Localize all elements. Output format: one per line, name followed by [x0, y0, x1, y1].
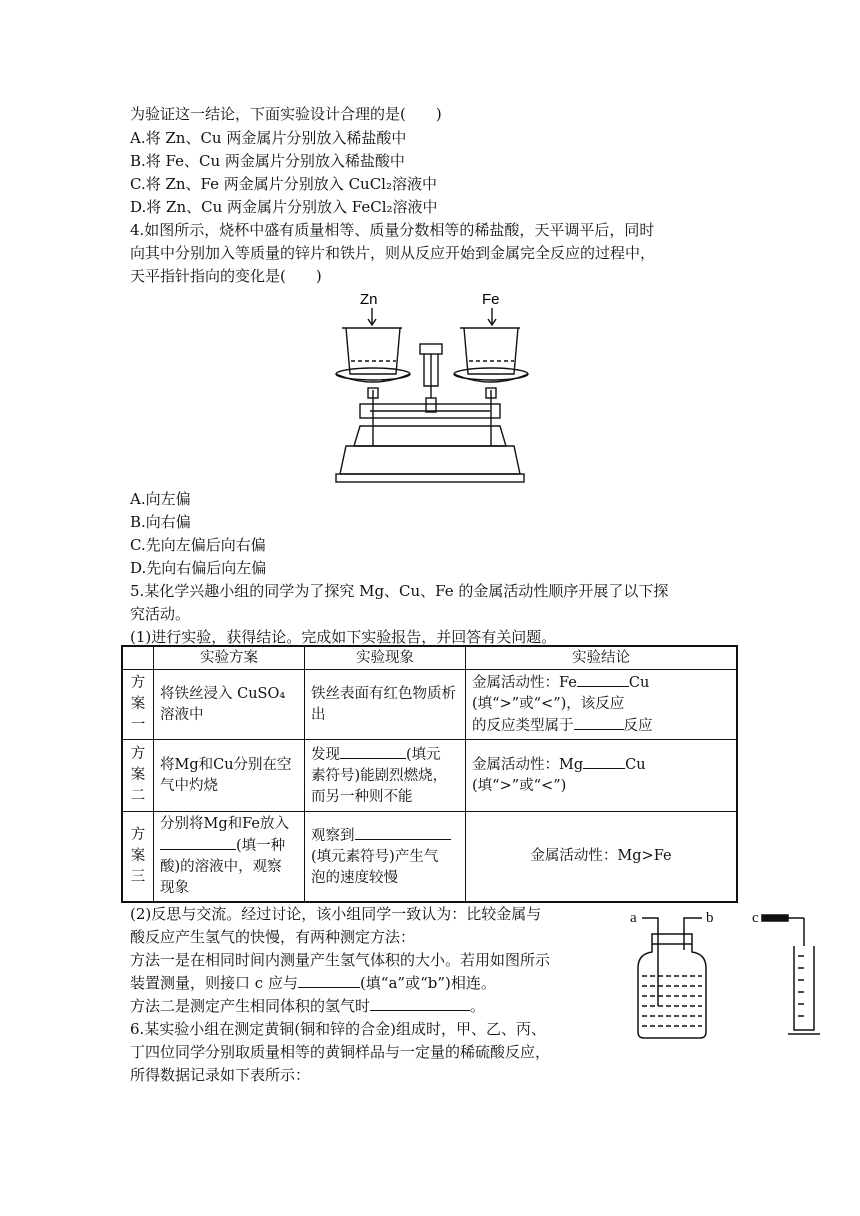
q5-part-2-line-1: (2)反思与交流。经过讨论，该小组同学一致认为：比较金属与 [130, 905, 542, 923]
q5-part-2-line-2: 酸反应产生氢气的快慢，有两种测定方法： [130, 928, 416, 946]
answer-blank[interactable] [583, 754, 625, 769]
q6-line-3: 所得数据记录如下表所示： [130, 1066, 311, 1084]
conclusion-cell: 金属活动性：Mg Cu (填“>”或“<”) [466, 740, 738, 812]
row-label: 方 案 三 [122, 812, 154, 903]
q4-line-1: 4.如图所示，烧杯中盛有质量相等、质量分数相等的稀盐酸，天平调平后，同时 [130, 221, 655, 239]
answer-blank[interactable] [160, 835, 236, 850]
answer-blank[interactable] [355, 825, 451, 840]
q3-option-a: A.将 Zn、Cu 两金属片分别放入稀盐酸中 [130, 129, 407, 147]
table-row [122, 740, 737, 812]
answer-blank[interactable] [298, 973, 360, 988]
answer-blank[interactable] [370, 996, 470, 1011]
row-label: 方 案 二 [122, 740, 154, 812]
q4-option-b: B.向右偏 [130, 513, 191, 531]
plan-cell: 将铁丝浸入 CuSO₄溶液中 [154, 670, 305, 740]
answer-blank[interactable] [340, 744, 406, 759]
fe-label: Fe [482, 291, 500, 308]
q3-option-c: C.将 Zn、Fe 两金属片分别放入 CuCl₂溶液中 [130, 175, 437, 193]
phenomenon-cell: 铁丝表面有红色物质析出 [305, 670, 466, 740]
q3-option-b: B.将 Fe、Cu 两金属片分别放入稀盐酸中 [130, 152, 405, 170]
q4-option-a: A.向左偏 [130, 490, 191, 508]
header-phenomenon: 实验现象 [305, 646, 466, 670]
q5-part-2-line-5: 方法二是测定产生相同体积的氢气时 。 [130, 997, 486, 1015]
q5-part-2-line-3: 方法一是在相同时间内测量产生氢气体积的大小。若用如图所示 [130, 951, 551, 969]
phenomenon-cell: 观察到 (填元素符号)产生气 泡的速度较慢 [305, 812, 466, 903]
q5-part-1: (1)进行实验，获得结论。完成如下实验报告，并回答有关问题。 [130, 628, 557, 646]
label-c: c [752, 910, 759, 926]
q5-part-2-line-4: 装置测量，则接口 c 应与 (填“a”或“b”)相连。 [130, 974, 496, 992]
experiment-report-table [121, 645, 738, 903]
q3-option-d: D.将 Zn、Cu 两金属片分别放入 FeCl₂溶液中 [130, 198, 438, 216]
answer-blank[interactable] [574, 715, 624, 730]
q6-line-1: 6.某实验小组在测定黄铜(铜和锌的合金)组成时，甲、乙、丙、 [130, 1020, 547, 1038]
conclusion-cell: 金属活动性：Mg>Fe [466, 812, 738, 903]
q3-stem: 为验证这一结论，下面实验设计合理的是( ) [130, 105, 442, 123]
q4-option-c: C.先向左偏后向右偏 [130, 536, 266, 554]
label-a: a [630, 910, 637, 926]
q5-line-2: 究活动。 [130, 605, 191, 623]
plan-cell: 分别将Mg和Fe放入 (填一种 酸)的溶液中，观察 现象 [154, 812, 305, 903]
table-header-row [122, 646, 737, 670]
q4-line-2: 向其中分别加入等质量的锌片和铁片，则从反应开始到金属完全反应的过程中， [130, 244, 656, 262]
q5-line-1: 5.某化学兴趣小组的同学为了探究 Mg、Cu、Fe 的金属活动性顺序开展了以下探 [130, 582, 669, 600]
label-b: b [706, 910, 714, 926]
table-row [122, 812, 737, 903]
q6-line-2: 丁四位同学分别取质量相等的黄铜样品与一定量的稀硫酸反应， [130, 1043, 551, 1061]
zn-label: Zn [360, 291, 378, 308]
balance-figure [330, 286, 530, 488]
header-conclusion: 实验结论 [466, 646, 738, 670]
header-plan: 实验方案 [154, 646, 305, 670]
table-row [122, 670, 737, 740]
gas-apparatus-figure [628, 906, 838, 1042]
q4-option-d: D.先向右偏后向左偏 [130, 559, 267, 577]
corner-cell [122, 646, 154, 670]
answer-blank[interactable] [577, 672, 629, 687]
phenomenon-cell: 发现 (填元 素符号)能剧烈燃烧， 而另一种则不能 [305, 740, 466, 812]
conclusion-cell: 金属活动性：Fe Cu (填“>”或“<”)，该反应 的反应类型属于 反应 [466, 670, 738, 740]
q4-line-3: 天平指针指向的变化是( ) [130, 267, 322, 285]
plan-cell: 将Mg和Cu分别在空气中灼烧 [154, 740, 305, 812]
row-label: 方 案 一 [122, 670, 154, 740]
